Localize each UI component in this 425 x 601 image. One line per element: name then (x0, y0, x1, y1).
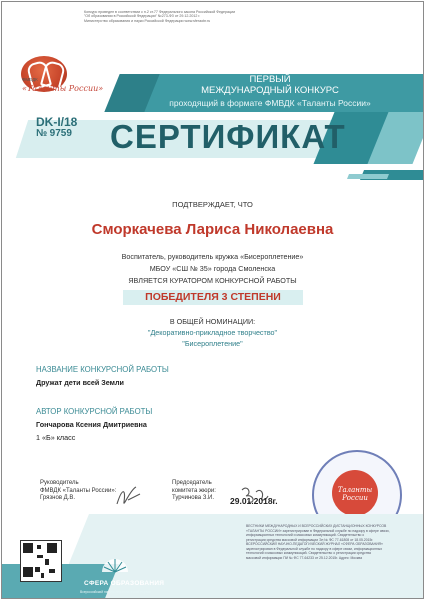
footer-legal-line: ВСЕРОССИЙСКИЙ НАУЧНО-ПЕДАГОГИЧЕСКИЙ ЖУРНАЛ «СФЕРА ОБРАЗОВАНИЯ» (246, 542, 383, 546)
signature-right-org: комитета жюри: (172, 487, 216, 494)
role-line-2: МБОУ «СШ № 35» города Смоленска (149, 264, 276, 273)
sfera-subtitle: Всероссийский научно-педагогический портал (80, 590, 151, 594)
footer-legal-line: ВЕСТНИКИ МЕЖДУНАРОДНЫХ И ВСЕРОССИЙСКИХ ДИСТАНЦИОННЫХ КОНКУРСОВ (246, 524, 387, 528)
signature-left-block (40, 480, 116, 503)
decor-stripe (347, 174, 389, 179)
certificate-page (1, 1, 424, 599)
author-name: Гончарова Ксения Дмитриевна (36, 420, 147, 429)
signature-left-mark (114, 484, 144, 510)
number-value: 9759 (49, 128, 72, 139)
contest-line-2: МЕЖДУНАРОДНЫЙ КОНКУРС (201, 85, 339, 96)
certificate-title: СЕРТИФИКАТ (110, 118, 346, 155)
person-name: Сморкачева Лариса Николаевна (91, 221, 334, 238)
footer-legal-line: регистрации средства массовой информации Эл № ФС 77-61808 от 18.05.2015г. (246, 537, 374, 542)
nomination-line-1: "Декоративно-прикладное творчество" (147, 328, 278, 337)
signature-right-name: Турчинова З.И. (172, 495, 214, 501)
footer-legal-line: информационных технологий и массовых коммуникаций. Свидетельство о (246, 533, 365, 537)
work-title-label: НАЗВАНИЕ КОНКУРСНОЙ РАБОТЫ (36, 365, 169, 374)
footer-legal-line: «ТАЛАНТЫ РОССИИ» зарегистрирован в Федеральной службе по надзору в сфере связи, (246, 528, 390, 533)
logo-caption: «Таланты России» (22, 84, 104, 93)
header-legal-text (84, 10, 294, 23)
signature-left-role: Руководитель (40, 480, 79, 486)
contest-line-1: ПЕРВЫЙ (249, 74, 291, 85)
nomination-line-2: "Бисероплетение" (182, 339, 243, 348)
legal-line: Министерство образования и науки Российской Федерации www.sferaobr.ru (84, 18, 211, 23)
legal-line: "Об образовании в Российской Федерации" №273-ФЗ от 29.12.2012 г. (84, 14, 201, 19)
role-line-3: ЯВЛЯЕТСЯ КУРАТОРОМ КОНКУРСНОЙ РАБОТЫ (128, 276, 297, 285)
nomination-label: В ОБЩЕЙ НОМИНАЦИИ: (169, 317, 256, 326)
issue-date: 29.01.2018г. (230, 496, 278, 506)
footer-legal-line: технологий и массовых коммуникаций. Свидетельство о регистрации средства (246, 551, 371, 555)
author-label: АВТОР КОНКУРСНОЙ РАБОТЫ (36, 407, 153, 416)
footer-legal-text (246, 524, 414, 560)
legal-line: Конкурс проведен в соответствии с п.2 ст.77 Федерального закона Российской Федерации (84, 10, 236, 14)
work-title-value: Дружат дети всей Земли (36, 378, 124, 387)
sfera-logo-icon (100, 554, 130, 574)
logo-abbrev: ФМВДК (22, 77, 38, 82)
qr-code-icon (20, 540, 62, 582)
number-prefix: № (36, 128, 48, 139)
certificate-number (36, 128, 72, 139)
signature-left-org: ФМВДК «Таланты России»: (40, 487, 117, 494)
footer-legal-line: массовой информации ПИ № ФС 77-64233 от 25.12.2015г. Адрес: Москва (246, 555, 363, 560)
signature-right-role: Председатель (172, 480, 212, 486)
sfera-brand: СФЕРА ОБРАЗОВАНИЯ (84, 580, 165, 587)
signature-left-name: Грязнов Д.В. (40, 495, 76, 501)
footer-legal-line: зарегистрирован в Федеральной службе по надзору в сфере связи, информационных (246, 546, 383, 551)
winner-degree: ПОБЕДИТЕЛЯ 3 СТЕПЕНИ (145, 291, 281, 303)
role-line-1: Воспитатель, руководитель кружка «Бисероплетение» (121, 252, 304, 261)
confirms-text: ПОДТВЕРЖДАЕТ, ЧТО (172, 200, 253, 209)
author-class: 1 «Б» класс (36, 433, 76, 442)
seal-text: Таланты России (337, 486, 373, 502)
contest-line-3: проходящий в формате ФМВДК «Таланты России» (169, 98, 371, 108)
signature-right-block (172, 480, 216, 503)
certificate-code: DK-I/18 (36, 115, 78, 129)
